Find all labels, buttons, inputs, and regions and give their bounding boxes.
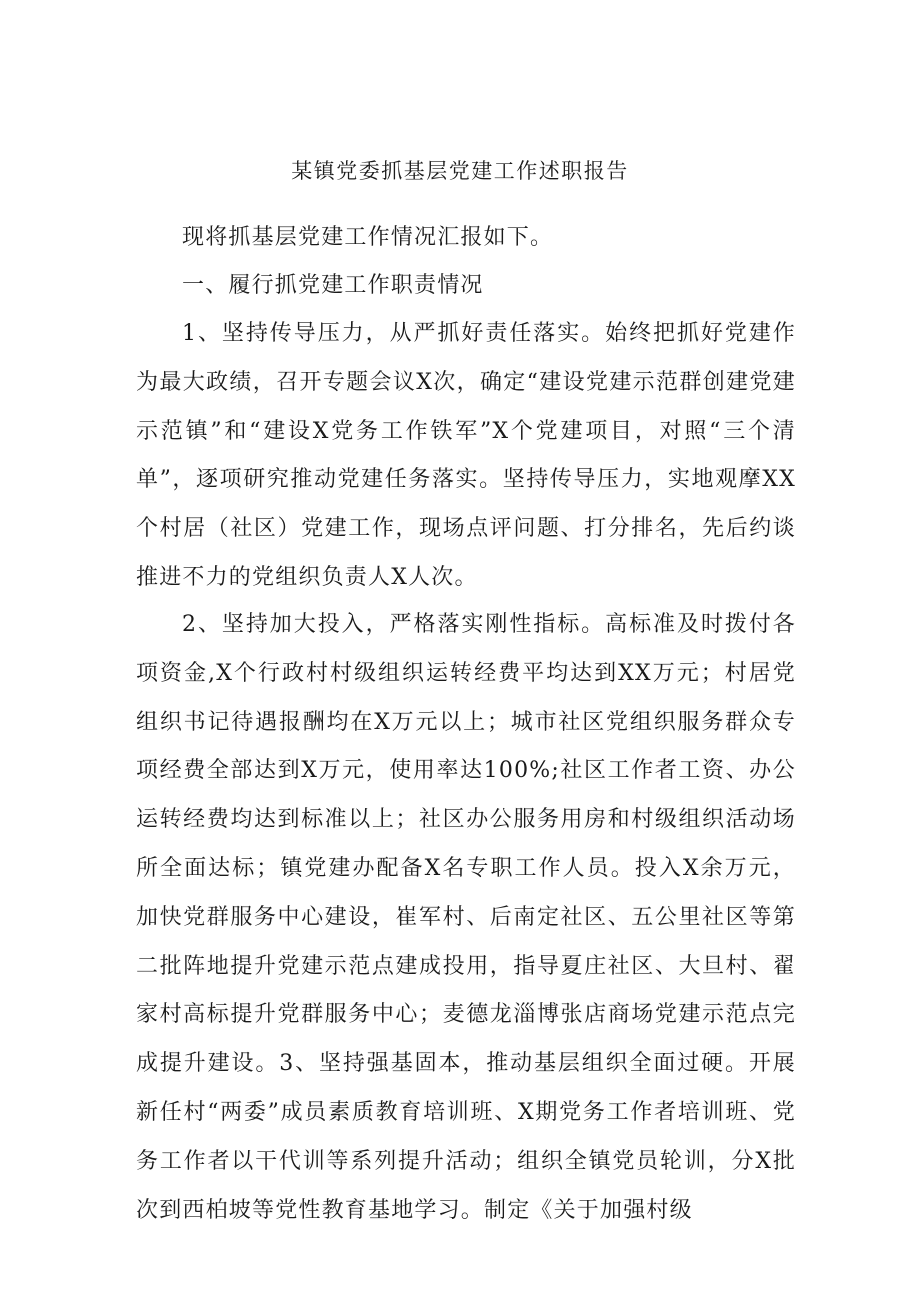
document-title: 某镇党委抓基层党建工作述职报告: [291, 159, 629, 183]
section-heading-1: 一、履行抓党建工作职责情况: [182, 273, 484, 298]
paragraph-2: 2、坚持加大投入，严格落实刚性指标。高标准及时拨付各项资金,X个行政村村级组织运转经费平均达到XX万元；村居党组织书记待遇报酬均在X万元以上；城市社区党组织服务群众专项经费全部达到X万元，使用率达100%;社区工作者工资、办公运转经费均达到标准以上；社区办公服务用房和村级组织活动场所全面达标；镇党建办配备X名专职工作人员。投入X余万元，加快党群服务中心建设，崔军村、后南定社区、五公里社区等第二批阵地提升党建示范点建成投用，指导夏庄社区、大旦村、翟家村高标提升党群服务中心；麦德龙淄博张店商场党建示范点完成提升建设。3、坚持强基固本，推动基层组织全面过硬。开展新任村“两委”成员素质教育培训班、X期党务工作者培训班、党务工作者以干代训等系列提升活动；组织全镇党员轮训，分X批次到西柏坡等党性教育基地学习。制定《关于加强村级: [136, 612, 796, 1223]
intro-paragraph: 现将抓基层党建工作情况汇报如下。: [182, 225, 554, 250]
paragraph-1: 1、坚持传导压力，从严抓好责任落实。始终把抓好党建作为最大政绩，召开专题会议X次，确定“建设党建示范群创建党建示范镇”和“建设X党务工作铁军”X个党建项目，对照“三个清单”，逐项研究推动党建任务落实。坚持传导压力，实地观摩XX个村居（社区）党建工作，现场点评问题、打分排名，先后约谈推进不力的党组织负责人X人次。: [136, 321, 796, 590]
